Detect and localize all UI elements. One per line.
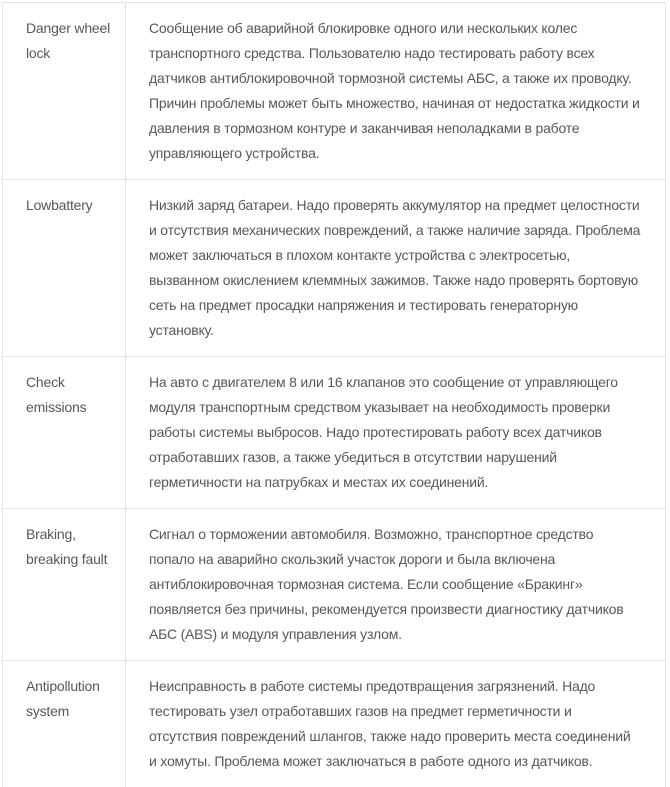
error-description-cell: [126, 509, 665, 660]
error-code-cell: [3, 509, 126, 660]
error-code-cell: [3, 357, 126, 508]
error-description: Сигнал о торможении автомобиля. Возможно, транспортное средство попало на аварийно скользкий участок дороги и была включена антиблокировочная тормозная система. Если сообщение «Бракинг» появляется без причины, рекомендуется произвести диагностику датчиков АБС (ABS) и модуля управления узлом.: [149, 526, 624, 642]
error-code: Lowbattery: [26, 197, 93, 213]
table-row: [3, 508, 665, 660]
table-row: [3, 660, 665, 787]
error-code-cell: [3, 661, 126, 787]
error-code: Braking, breaking fault: [26, 526, 108, 567]
error-messages-table: [2, 2, 666, 787]
table-row: [3, 356, 665, 508]
table-row: [3, 3, 665, 179]
error-description-cell: [126, 3, 665, 179]
error-description: Неисправность в работе системы предотвращения загрязнений. Надо тестировать узел отработавших газов на предмет герметичности и отсутствия повреждений шлангов, также надо проверить места соединений и хомуты. Проблема может заключаться в работе одного из датчиков.: [149, 678, 631, 769]
table-row: [3, 179, 665, 356]
error-code-cell: [3, 3, 126, 179]
error-description: Сообщение об аварийной блокировке одного или нескольких колес транспортного средства. Пользователю надо тестировать работу всех датчиков антиблокировочной тормозной системы АБС, а также их проводку. Причин проблемы может быть множество, начиная от недостатка жидкости и давления в тормозном контуре и заканчивая неполадками в работе управляющего устройства.: [149, 20, 640, 161]
error-code-cell: [3, 180, 126, 356]
error-description-cell: [126, 357, 665, 508]
error-code: Check emissions: [26, 374, 87, 415]
error-description: Низкий заряд батареи. Надо проверять аккумулятор на предмет целостности и отсутствия механических повреждений, а также наличие заряда. Проблема может заключаться в плохом контакте устройства с электросетью, вызванном окислением клеммных зажимов. Также надо проверять бортовую сеть на предмет просадки напряжения и тестировать генераторную установку.: [149, 197, 641, 338]
error-description-cell: [126, 180, 665, 356]
error-description-cell: [126, 661, 665, 787]
error-code: Antipollution system: [26, 678, 100, 719]
error-description: На авто с двигателем 8 или 16 клапанов это сообщение от управляющего модуля транспортным средством указывает на необходимость проверки работы системы выбросов. Надо протестировать работу всех датчиков отработавших газов, а также убедиться в отсутствии нарушений герметичности на патрубках и местах их соединений.: [149, 374, 618, 490]
error-code: Danger wheel lock: [26, 20, 110, 61]
